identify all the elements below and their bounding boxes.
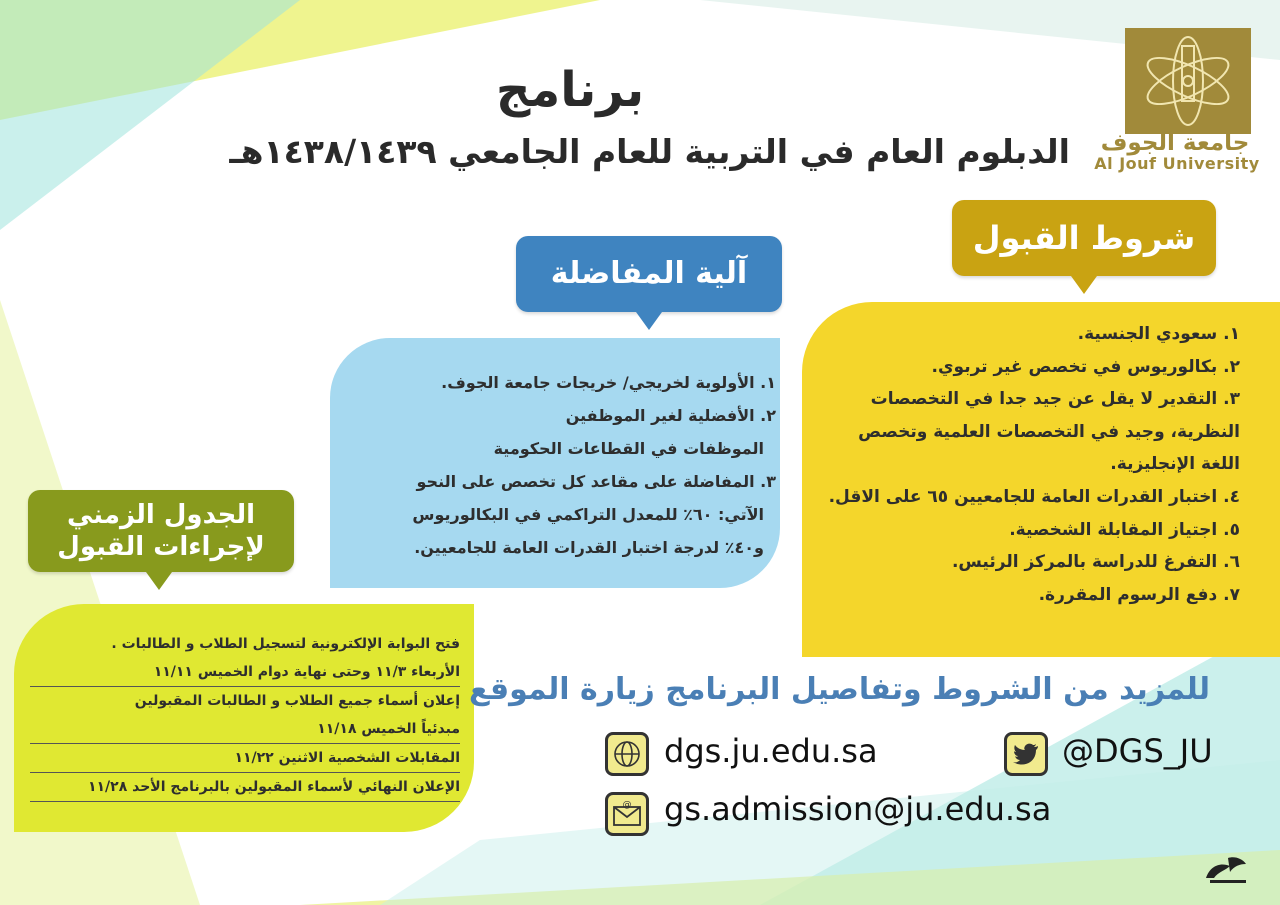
list-item: النظرية، وجيد في التخصصات العلمية وتخصص <box>858 421 1240 442</box>
schedule-heading-line1: الجدول الزمني <box>66 500 256 530</box>
list-item: و٤٠٪ لدرجة اختبار القدرات العامة للجامعيين. <box>414 538 764 557</box>
list-item: ٣. التقدير لا يقل عن جيد جدا في التخصصات <box>870 389 1240 410</box>
list-item: المقابلات الشخصية الاثنين ١١/٢٢ <box>30 744 460 773</box>
twitter-handle[interactable]: @DGS_JU <box>1062 732 1213 770</box>
list-item: الآتي: ٦٠٪ للمعدل التراكمي في البكالوريوس <box>412 505 764 524</box>
list-item: الأربعاء ١١/٣ وحتى نهاية دوام الخميس ١١/١١ <box>30 658 460 687</box>
list-item: ٥. اجتياز المقابلة الشخصية. <box>1009 519 1240 540</box>
list-item: الموظفات في القطاعات الحكومية <box>493 439 764 458</box>
preference-heading: آلية المفاضلة <box>516 236 782 312</box>
designer-mark-icon <box>1200 848 1252 888</box>
logo-english-name: Al Jouf University <box>1094 154 1260 173</box>
list-item: ١. الأولوية لخريجي/ خريجات جامعة الجوف. <box>441 373 776 392</box>
schedule-heading-line2: لإجراءات القبول <box>57 532 265 562</box>
list-item: ٢. بكالوريوس في تخصص غير تربوي. <box>931 356 1240 377</box>
list-item: اللغة الإنجليزية. <box>1110 454 1240 475</box>
admission-heading-pointer <box>1071 276 1097 294</box>
page-subtitle: الدبلوم العام في التربية للعام الجامعي ١٤٣٨/١٤٣٩هـ <box>229 132 1070 171</box>
schedule-list <box>30 630 460 802</box>
website-link[interactable]: dgs.ju.edu.sa <box>664 732 878 770</box>
twitter-bird-icon <box>1013 743 1039 765</box>
globe-icon <box>612 739 642 769</box>
list-item: ٤. اختبار القدرات العامة للجامعيين ٦٥ على الاقل. <box>828 486 1240 507</box>
schedule-heading-pointer <box>146 572 172 590</box>
preference-list <box>346 366 776 564</box>
email-icon[interactable] <box>605 792 649 836</box>
list-item: إعلان أسماء جميع الطلاب و الطالبات المقبولين <box>134 693 460 709</box>
list-item: ٧. دفع الرسوم المقررة. <box>1038 584 1240 605</box>
list-item: مبدئياً الخميس ١١/١٨ <box>30 715 460 744</box>
envelope-icon <box>612 801 642 827</box>
university-logo <box>1125 28 1251 134</box>
list-item: الإعلان النهائي لأسماء المقبولين بالبرنامج الأحد ١١/٢٨ <box>30 773 460 802</box>
web-icon[interactable] <box>605 732 649 776</box>
list-item: ٦. التفرغ للدراسة بالمركز الرئيس. <box>951 552 1240 573</box>
list-item: ١. سعودي الجنسية. <box>1077 324 1240 344</box>
logo-arabic-name: جامعة الجوف <box>1100 130 1250 156</box>
atom-emblem-icon <box>1125 28 1251 134</box>
list-item: ٣. المفاضلة على مقاعد كل تخصص على النحو <box>416 472 776 491</box>
list-item: ٢. الأفضلية لغير الموظفين <box>565 406 776 425</box>
more-info-text: للمزيد من الشروط وتفاصيل البرنامج زيارة الموقع <box>468 672 1210 707</box>
schedule-heading <box>28 490 294 572</box>
email-address[interactable]: gs.admission@ju.edu.sa <box>664 790 1052 828</box>
svg-text:@: @ <box>622 801 632 810</box>
admission-conditions-list <box>808 318 1240 611</box>
page-title: برنامج <box>495 62 645 118</box>
list-item: فتح البوابة الإلكترونية لتسجيل الطلاب و الطالبات . <box>111 636 460 652</box>
twitter-icon[interactable] <box>1004 732 1048 776</box>
admission-heading: شروط القبول <box>952 200 1216 276</box>
preference-heading-pointer <box>636 312 662 330</box>
